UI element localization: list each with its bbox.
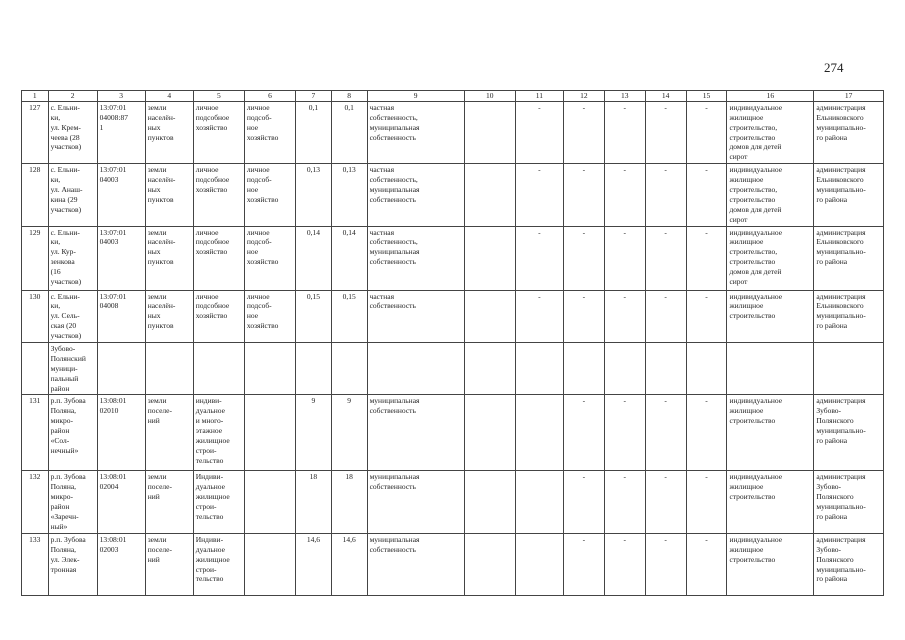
table-cell-col-5: Индиви- дуальное жилищное строи- тельство xyxy=(193,471,244,533)
table-cell-col-5: личное подсобное хозяйство xyxy=(193,226,244,290)
table-cell-col-15: - xyxy=(686,395,727,471)
table-cell-col-4: земли поселе- ний xyxy=(145,533,193,595)
table-cell-col-17: администрация Зубово- Полянского муниципально- го района xyxy=(814,395,884,471)
table-cell-col-8: 14,6 xyxy=(331,533,367,595)
column-number-15: 15 xyxy=(686,91,727,102)
table-cell-col-11: - xyxy=(515,101,563,163)
table-cell-col-2: с. Ельни- ки, ул. Анаш- кина (29 участков) xyxy=(48,164,97,226)
table-cell-col-6 xyxy=(244,395,295,471)
table-cell-col-12: - xyxy=(563,164,604,226)
table-cell-col-15: - xyxy=(686,226,727,290)
table-cell-col-3: 13:07:01 04008:87 1 xyxy=(97,101,145,163)
table-cell-col-13 xyxy=(604,343,645,395)
table-cell-col-8: 9 xyxy=(331,395,367,471)
table-cell-col-14: - xyxy=(645,226,686,290)
table-cell-col-5: Индиви- дуальное жилищное строи- тельство xyxy=(193,533,244,595)
table-cell-col-6 xyxy=(244,343,295,395)
table-cell-col-16: индивидуальное жилищное строительство, строительство домов для детей сирот xyxy=(727,101,814,163)
column-number-8: 8 xyxy=(331,91,367,102)
table-cell-col-1 xyxy=(22,343,49,395)
table-cell-col-10 xyxy=(464,395,515,471)
table-cell-col-2: Зубово- Полянский муници- пальный район xyxy=(48,343,97,395)
table-cell-col-9: частная собственность, муниципальная собственность xyxy=(367,164,464,226)
table-cell-col-12: - xyxy=(563,290,604,342)
table-cell-col-10 xyxy=(464,290,515,342)
column-number-6: 6 xyxy=(244,91,295,102)
table-cell-col-7: 0,1 xyxy=(296,101,332,163)
table-cell-col-5: личное подсобное хозяйство xyxy=(193,101,244,163)
table-cell-col-13: - xyxy=(604,395,645,471)
column-number-9: 9 xyxy=(367,91,464,102)
table-cell-col-12 xyxy=(563,343,604,395)
table-cell-col-14: - xyxy=(645,395,686,471)
table-cell-col-3: 13:07:01 04008 xyxy=(97,290,145,342)
table-row xyxy=(22,164,884,226)
column-number-10: 10 xyxy=(464,91,515,102)
table-cell-col-4: земли населён- ных пунктов xyxy=(145,101,193,163)
table-cell-col-3: 13:08:01 02004 xyxy=(97,471,145,533)
column-number-2: 2 xyxy=(48,91,97,102)
table-cell-col-9 xyxy=(367,343,464,395)
column-number-11: 11 xyxy=(515,91,563,102)
table-cell-col-11 xyxy=(515,471,563,533)
table-cell-col-17: администрация Зубово- Полянского муниципально- го района xyxy=(814,533,884,595)
table-cell-col-4: земли населён- ных пунктов xyxy=(145,164,193,226)
table-cell-col-7: 0,13 xyxy=(296,164,332,226)
table-cell-col-15: - xyxy=(686,471,727,533)
table-cell-col-13: - xyxy=(604,226,645,290)
table-cell-col-7: 14,6 xyxy=(296,533,332,595)
column-number-4: 4 xyxy=(145,91,193,102)
table-cell-col-2: с. Ельни- ки, ул. Кур- зенкова (16 участков) xyxy=(48,226,97,290)
table-cell-col-6: личное подсоб- ное хозяйство xyxy=(244,226,295,290)
table-cell-col-14 xyxy=(645,343,686,395)
table-cell-col-10 xyxy=(464,101,515,163)
column-number-12: 12 xyxy=(563,91,604,102)
table-cell-col-4: земли населён- ных пунктов xyxy=(145,290,193,342)
table-cell-col-5: индиви- дуальное и много- этажное жилищное строи- тельство xyxy=(193,395,244,471)
table-cell-col-15: - xyxy=(686,101,727,163)
table-row xyxy=(22,343,884,395)
table-cell-col-3: 13:07:01 04003 xyxy=(97,226,145,290)
table-row xyxy=(22,226,884,290)
table-cell-col-10 xyxy=(464,471,515,533)
table-cell-col-12: - xyxy=(563,533,604,595)
column-number-16: 16 xyxy=(727,91,814,102)
table-row xyxy=(22,290,884,342)
table-cell-col-7: 0,15 xyxy=(296,290,332,342)
table-cell-col-1: 133 xyxy=(22,533,49,595)
table-cell-col-17: администрация Ельниковского муниципально- го района xyxy=(814,226,884,290)
table-cell-col-1: 130 xyxy=(22,290,49,342)
column-number-17: 17 xyxy=(814,91,884,102)
table-cell-col-14: - xyxy=(645,471,686,533)
table-cell-col-8: 0,13 xyxy=(331,164,367,226)
table-cell-col-13: - xyxy=(604,164,645,226)
column-number-5: 5 xyxy=(193,91,244,102)
table-cell-col-2: с. Ельни- ки, ул. Крем- чеева (28 участков) xyxy=(48,101,97,163)
table-cell-col-11: - xyxy=(515,290,563,342)
table-cell-col-12: - xyxy=(563,471,604,533)
table-cell-col-15 xyxy=(686,343,727,395)
table-cell-col-2: р.п. Зубова Поляна, микро- район «Заречн- ный» xyxy=(48,471,97,533)
table-cell-col-11: - xyxy=(515,226,563,290)
column-number-1: 1 xyxy=(22,91,49,102)
table-cell-col-15: - xyxy=(686,164,727,226)
table-cell-col-10 xyxy=(464,164,515,226)
table-cell-col-17 xyxy=(814,343,884,395)
table-cell-col-11 xyxy=(515,343,563,395)
table-cell-col-3 xyxy=(97,343,145,395)
table-cell-col-13: - xyxy=(604,471,645,533)
table-cell-col-3: 13:08:01 02003 xyxy=(97,533,145,595)
table-cell-col-9: частная собственность, муниципальная собственность xyxy=(367,226,464,290)
table-row xyxy=(22,101,884,163)
table-cell-col-16: индивидуальное жилищное строительство xyxy=(727,533,814,595)
table-cell-col-12: - xyxy=(563,395,604,471)
table-cell-col-10 xyxy=(464,343,515,395)
table-cell-col-15: - xyxy=(686,290,727,342)
table-cell-col-2: р.п. Зубова Поляна, ул. Элек- тронная xyxy=(48,533,97,595)
table-cell-col-11 xyxy=(515,533,563,595)
table-cell-col-14: - xyxy=(645,164,686,226)
table-cell-col-9: частная собственность xyxy=(367,290,464,342)
table-row xyxy=(22,471,884,533)
table-cell-col-2: р.п. Зубова Поляна, микро- район «Сол- нечный» xyxy=(48,395,97,471)
table-cell-col-7: 9 xyxy=(296,395,332,471)
table-cell-col-1: 131 xyxy=(22,395,49,471)
table-cell-col-17: администрация Ельниковского муниципально- го района xyxy=(814,290,884,342)
table-cell-col-15: - xyxy=(686,533,727,595)
column-number-13: 13 xyxy=(604,91,645,102)
table-cell-col-1: 132 xyxy=(22,471,49,533)
column-number-row xyxy=(22,91,884,102)
table-cell-col-16: индивидуальное жилищное строительство, строительство домов для детей сирот xyxy=(727,164,814,226)
table-cell-col-2: с. Ельни- ки, ул. Сель- ская (20 участков) xyxy=(48,290,97,342)
table-cell-col-1: 128 xyxy=(22,164,49,226)
table-cell-col-16: индивидуальное жилищное строительство, строительство домов для детей сирот xyxy=(727,226,814,290)
table-cell-col-4: земли поселе- ний xyxy=(145,395,193,471)
table-cell-col-14: - xyxy=(645,101,686,163)
table-row xyxy=(22,395,884,471)
table-cell-col-11 xyxy=(515,395,563,471)
table-cell-col-17: администрация Ельниковского муниципально- го района xyxy=(814,101,884,163)
table-cell-col-8 xyxy=(331,343,367,395)
table-cell-col-4: земли населён- ных пунктов xyxy=(145,226,193,290)
table-cell-col-7 xyxy=(296,343,332,395)
table-cell-col-6: личное подсоб- ное хозяйство xyxy=(244,164,295,226)
table-cell-col-14: - xyxy=(645,533,686,595)
table-cell-col-4: земли поселе- ний xyxy=(145,471,193,533)
table-cell-col-7: 18 xyxy=(296,471,332,533)
table-cell-col-5: личное подсобное хозяйство xyxy=(193,164,244,226)
table-cell-col-17: администрация Зубово- Полянского муниципально- го района xyxy=(814,471,884,533)
table-cell-col-14: - xyxy=(645,290,686,342)
table-cell-col-13: - xyxy=(604,101,645,163)
table-cell-col-6 xyxy=(244,533,295,595)
table-row xyxy=(22,533,884,595)
table-cell-col-10 xyxy=(464,226,515,290)
table-cell-col-6: личное подсоб- ное хозяйство xyxy=(244,101,295,163)
table-cell-col-9: муниципальная собственность xyxy=(367,395,464,471)
table-cell-col-8: 18 xyxy=(331,471,367,533)
table-cell-col-17: администрация Ельниковского муниципально- го района xyxy=(814,164,884,226)
table-cell-col-9: муниципальная собственность xyxy=(367,471,464,533)
table-cell-col-8: 0,15 xyxy=(331,290,367,342)
table-cell-col-7: 0,14 xyxy=(296,226,332,290)
table-cell-col-13: - xyxy=(604,533,645,595)
column-number-7: 7 xyxy=(296,91,332,102)
land-plots-table xyxy=(21,90,884,596)
table-cell-col-8: 0,1 xyxy=(331,101,367,163)
table-cell-col-11: - xyxy=(515,164,563,226)
table-cell-col-9: муниципальная собственность xyxy=(367,533,464,595)
table-cell-col-12: - xyxy=(563,226,604,290)
table-cell-col-3: 13:07:01 04003 xyxy=(97,164,145,226)
table-cell-col-1: 129 xyxy=(22,226,49,290)
table-cell-col-6: личное подсоб- ное хозяйство xyxy=(244,290,295,342)
table-cell-col-16: индивидуальное жилищное строительство xyxy=(727,471,814,533)
table-cell-col-16: индивидуальное жилищное строительство xyxy=(727,395,814,471)
table-cell-col-6 xyxy=(244,471,295,533)
table-cell-col-16: индивидуальное жилищное строительство xyxy=(727,290,814,342)
table-cell-col-5: личное подсобное хозяйство xyxy=(193,290,244,342)
table-cell-col-1: 127 xyxy=(22,101,49,163)
table-cell-col-12: - xyxy=(563,101,604,163)
column-number-14: 14 xyxy=(645,91,686,102)
table-cell-col-9: частная собственность, муниципальная собственность xyxy=(367,101,464,163)
column-number-3: 3 xyxy=(97,91,145,102)
table-cell-col-3: 13:08:01 02010 xyxy=(97,395,145,471)
table-cell-col-8: 0,14 xyxy=(331,226,367,290)
table-cell-col-5 xyxy=(193,343,244,395)
table-cell-col-4 xyxy=(145,343,193,395)
table-cell-col-13: - xyxy=(604,290,645,342)
table-cell-col-16 xyxy=(727,343,814,395)
page-number: 274 xyxy=(824,60,844,75)
table-cell-col-10 xyxy=(464,533,515,595)
